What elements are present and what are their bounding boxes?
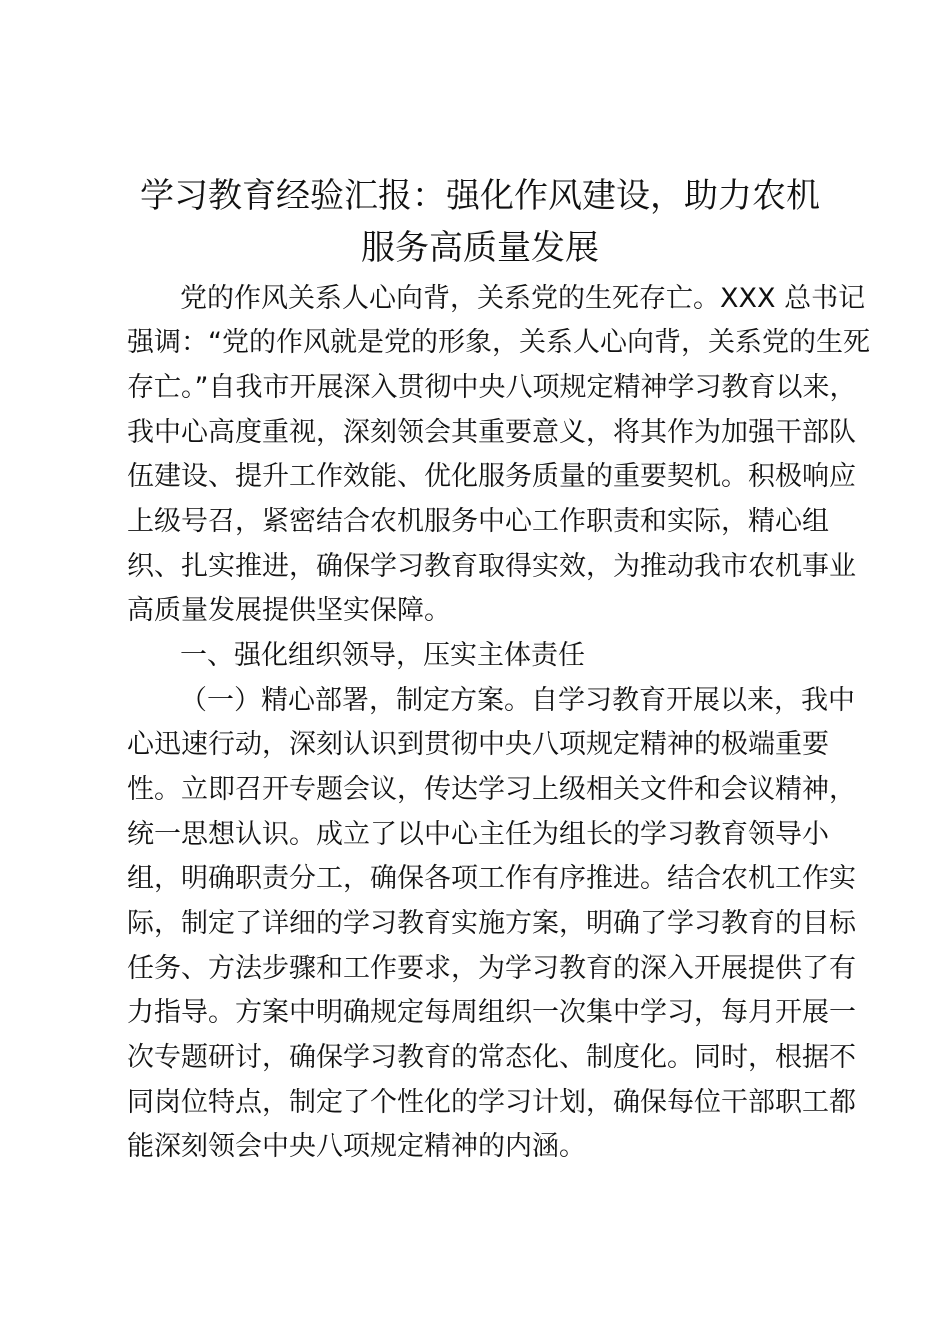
subsection-line: 同岗位特点，制定了个性化的学习计划，确保每位干部职工都 (127, 1087, 856, 1118)
subsection-line: 性。立即召开专题会议，传达学习上级相关文件和会议精神， (127, 774, 856, 805)
subsection-line: （一）精心部署，制定方案。自学习教育开展以来，我中 (180, 685, 855, 716)
intro-line: 党的作风关系人心向背，关系党的生死存亡。XXX 总书记 (180, 283, 866, 314)
intro-line: 织、扎实推进，确保学习教育取得实效，为推动我市农机事业 (127, 551, 856, 582)
subsection-line: 统一思想认识。成立了以中心主任为组长的学习教育领导小 (127, 819, 829, 850)
intro-line: 上级号召，紧密结合农机服务中心工作职责和实际，精心组 (127, 506, 829, 537)
subsection-line: 能深刻领会中央八项规定精神的内涵。 (127, 1131, 586, 1162)
section-heading: 一、强化组织领导，压实主体责任 (180, 640, 585, 671)
document-title (120, 170, 840, 274)
intro-line: 我中心高度重视，深刻领会其重要意义，将其作为加强干部队 (127, 417, 856, 448)
intro-line: 强调：“党的作风就是党的形象，关系人心向背，关系党的生死 (127, 327, 870, 358)
subsection-line: 次专题研讨，确保学习教育的常态化、制度化。同时，根据不 (127, 1042, 856, 1073)
subsection-line: 力指导。方案中明确规定每周组织一次集中学习，每月开展一 (127, 997, 856, 1028)
subsection-line: 际，制定了详细的学习教育实施方案，明确了学习教育的目标 (127, 908, 856, 939)
subsection-line: 任务、方法步骤和工作要求，为学习教育的深入开展提供了有 (127, 953, 856, 984)
subsection-line: 心迅速行动，深刻认识到贯彻中央八项规定精神的极端重要 (127, 729, 829, 760)
intro-line: 高质量发展提供坚实保障。 (127, 595, 451, 626)
intro-line: 存亡。”自我市开展深入贯彻中央八项规定精神学习教育以来， (127, 372, 857, 403)
title-line-2: 服务高质量发展 (361, 228, 599, 268)
subsection-line: 组，明确职责分工，确保各项工作有序推进。结合农机工作实 (127, 863, 856, 894)
title-line-1: 学习教育经验汇报：强化作风建设，助力农机 (140, 176, 820, 216)
intro-line: 伍建设、提升工作效能、优化服务质量的重要契机。积极响应 (127, 461, 856, 492)
